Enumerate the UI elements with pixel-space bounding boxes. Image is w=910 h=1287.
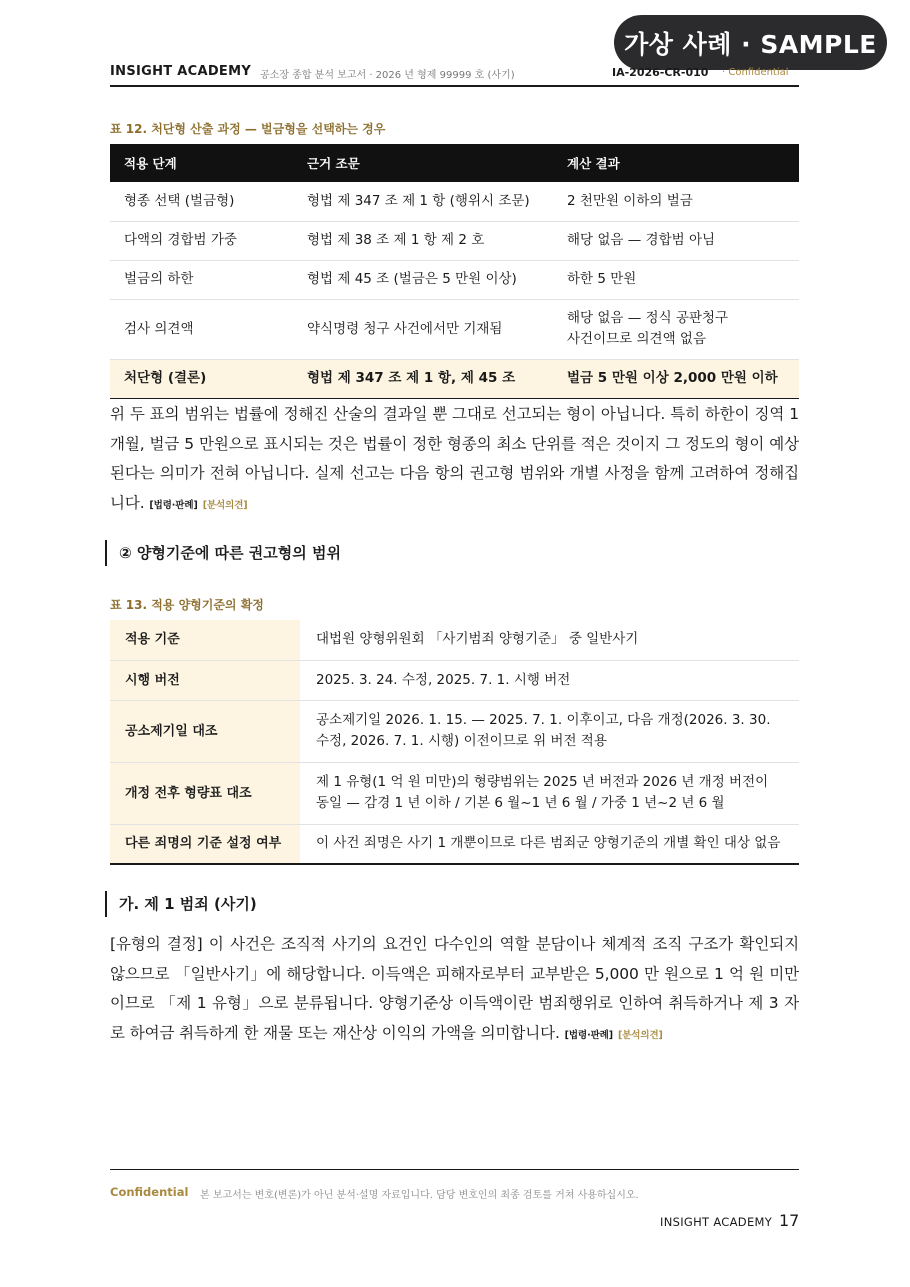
table-row <box>110 762 799 824</box>
table-header-row <box>110 144 799 182</box>
body-paragraph-1 <box>110 400 799 520</box>
row-value: 2025. 3. 24. 수정, 2025. 7. 1. 시행 버전 <box>300 660 799 700</box>
table13 <box>110 620 799 865</box>
table-cell: 처단형 (결론) <box>110 359 293 398</box>
header-brand: INSIGHT ACADEMY <box>110 64 252 79</box>
tag-law: [법령·판례] <box>149 499 198 511</box>
header-confidential: · Confidential <box>722 67 789 78</box>
column-header: 적용 단계 <box>110 144 293 182</box>
row-value: 이 사건 죄명은 사기 1 개뿐이므로 다른 범죄군 양형기준의 개별 확인 대상 없음 <box>300 824 799 864</box>
table-row <box>110 824 799 864</box>
footer-note: 본 보고서는 변호(변론)가 아닌 분석·설명 자료입니다. 담당 변호인의 최종 검토를 거쳐 사용하십시오. <box>200 1190 639 1201</box>
table-cell: 형법 제 347 조 제 1 항, 제 45 조 <box>293 359 553 398</box>
table-cell: 2 천만원 이하의 벌금 <box>553 182 799 221</box>
row-key: 개정 전후 형량표 대조 <box>110 762 300 824</box>
row-key: 시행 버전 <box>110 660 300 700</box>
table-row <box>110 660 799 700</box>
table-row <box>110 620 799 660</box>
page-number: 17 <box>779 1211 800 1230</box>
table-cell: 형법 제 38 조 제 1 항 제 2 호 <box>293 221 553 260</box>
table-cell: 형법 제 347 조 제 1 항 (행위시 조문) <box>293 182 553 221</box>
column-header: 근거 조문 <box>293 144 553 182</box>
footer-brand: INSIGHT ACADEMY <box>660 1215 773 1229</box>
table-cell: 검사 의견액 <box>110 299 293 359</box>
table-cell: 형법 제 45 조 (벌금은 5 만원 이상) <box>293 260 553 299</box>
table-cell: 형종 선택 (벌금형) <box>110 182 293 221</box>
tag-opinion: [분석의견] <box>617 1029 663 1041</box>
row-value: 제 1 유형(1 억 원 미만)의 형량범위는 2025 년 버전과 2026 년 개정 버전이 동일 — 감경 1 년 이하 / 기본 6 월~1 년 6 월 / 가중 1 년~2 년 6 월 <box>300 762 799 824</box>
table12-caption: 표 12. 처단형 산출 과정 — 벌금형을 선택하는 경우 <box>110 122 386 136</box>
table-cell: 약식명령 청구 사건에서만 기재됨 <box>293 299 553 359</box>
tag-opinion: [분석의견] <box>202 499 248 511</box>
page-header <box>110 63 799 87</box>
section-heading-3: 가. 제 1 범죄 (사기) <box>105 891 257 917</box>
footer-confidential: Confidential <box>110 1185 189 1199</box>
row-key: 적용 기준 <box>110 620 300 660</box>
table13-caption: 표 13. 적용 양형기준의 확정 <box>110 598 264 612</box>
row-value: 대법원 양형위원회 「사기범죄 양형기준」 중 일반사기 <box>300 620 799 660</box>
table-row <box>110 221 799 260</box>
table-cell: 다액의 경합범 가중 <box>110 221 293 260</box>
table-row <box>110 299 799 359</box>
table-row <box>110 700 799 762</box>
table12 <box>110 144 799 399</box>
section-heading-2: ② 양형기준에 따른 권고형의 범위 <box>105 540 341 566</box>
body-paragraph-2 <box>110 930 799 1050</box>
footer-divider <box>110 1169 799 1170</box>
table-row <box>110 260 799 299</box>
header-doc-id: IA-2026-CR-010 <box>612 66 709 79</box>
table-cell: 해당 없음 — 정식 공판청구 사건이므로 의견액 없음 <box>553 299 799 359</box>
table-cell: 해당 없음 — 경합범 아님 <box>553 221 799 260</box>
table-cell: 하한 5 만원 <box>553 260 799 299</box>
table-cell: 벌금의 하한 <box>110 260 293 299</box>
table-cell: 벌금 5 만원 이상 2,000 만원 이하 <box>553 359 799 398</box>
paragraph-text: [유형의 결정] 이 사건은 조직적 사기의 요건인 다수인의 역할 분담이나 체계적 조직 구조가 확인되지 않으므로 「일반사기」에 해당합니다. 이득액은 피해자로부터 교부받은 5,000 만 원으로 1 억 원 미만이므로 「제 1 유형」으로 분류됩니다. 양형기준상 이득액이란 범죄행위로 인하여 취득하거나 제 3 자로 하여금 취득하게 한 재물 또는 재산상 이익의 가액을 의미합니다. <box>110 935 799 1042</box>
header-subtitle: 공소장 종합 분석 보고서 · 2026 년 형제 99999 호 (사기) <box>260 70 515 81</box>
sample-badge: 가상 사례 · SAMPLE <box>614 15 887 70</box>
row-key: 공소제기일 대조 <box>110 700 300 762</box>
row-value: 공소제기일 2026. 1. 15. — 2025. 7. 1. 이후이고, 다음 개정(2026. 3. 30. 수정, 2026. 7. 1. 시행) 이전이므로 위 버전 적용 <box>300 700 799 762</box>
table-row <box>110 182 799 221</box>
tag-law: [법령·판례] <box>564 1029 613 1041</box>
paragraph-text: 위 두 표의 범위는 법률에 정해진 산술의 결과일 뿐 그대로 선고되는 형이 아닙니다. 특히 하한이 징역 1 개월, 벌금 5 만원으로 표시되는 것은 법률이 정한 형종의 최소 단위를 적은 것이지 그 정도의 형이 예상된다는 의미가 전혀 아닙니다. 실제 선고는 다음 항의 권고형 범위와 개별 사정을 함께 고려하여 정해집니다. <box>110 405 799 512</box>
column-header: 계산 결과 <box>553 144 799 182</box>
row-key: 다른 죄명의 기준 설정 여부 <box>110 824 300 864</box>
conclusion-row <box>110 359 799 398</box>
